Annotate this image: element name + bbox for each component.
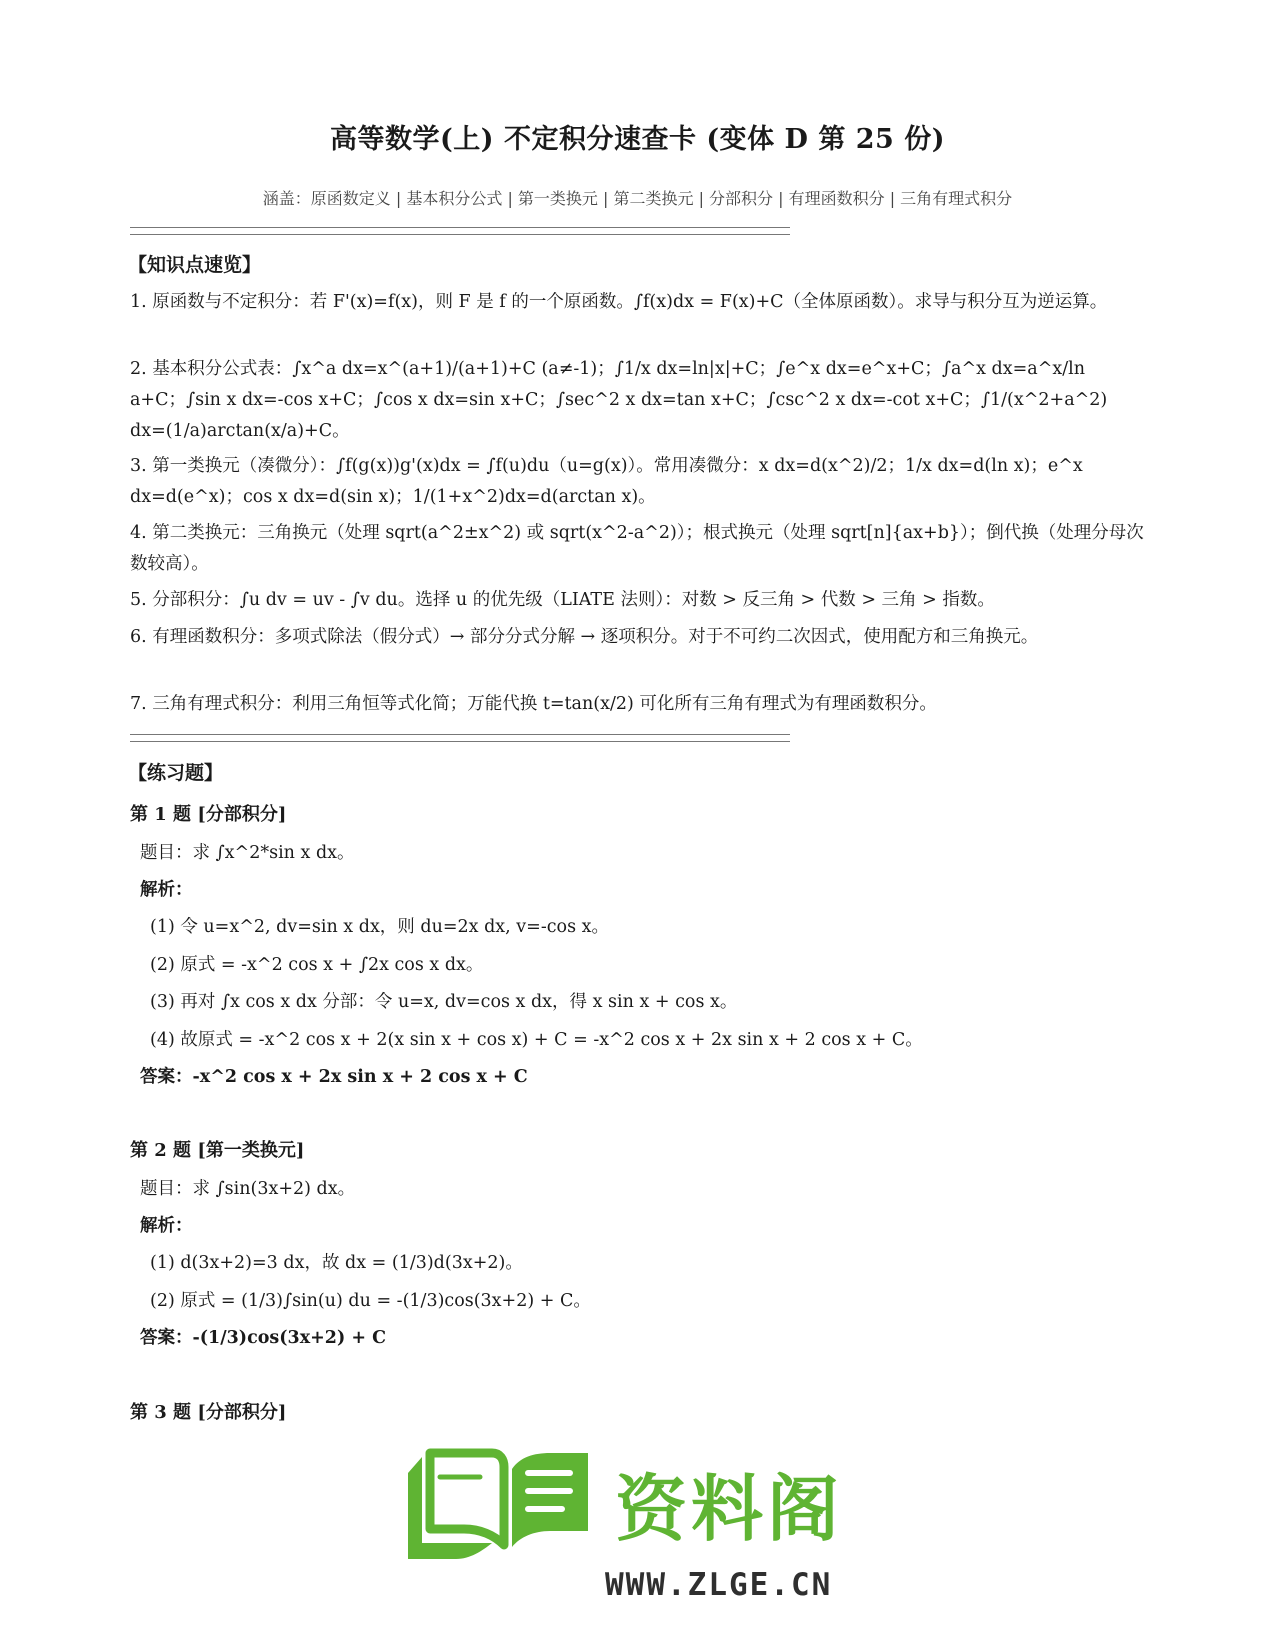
watermark-brand: 资料阁 (615, 1467, 844, 1551)
separator-rule (130, 227, 790, 235)
question-2-heading: 第 2 题 [第一类换元] (130, 1140, 305, 1161)
knowledge-item: 3. 第一类换元（凑微分）：∫f(g(x))g'(x)dx = ∫f(u)du（u=g(x)）。常用凑微分：x dx=d(x^2)/2；1/x dx=d(ln x)；e^x dx=d(e^x)；cos x dx=d(sin x)；1/(1+x^2)dx=d(arctan x)。 (130, 456, 1083, 507)
knowledge-item: 4. 第二类换元：三角换元（处理 sqrt(a^2±x^2) 或 sqrt(x^2-a^2)）；根式换元（处理 sqrt[n]{ax+b}）；倒代换（处理分母次数较高）。 (130, 523, 1144, 574)
watermark-url: WWW.ZLGE.CN (605, 1567, 833, 1603)
question-2-analysis-label: 解析： (140, 1216, 193, 1236)
knowledge-item: 1. 原函数与不定积分：若 F'(x)=f(x)，则 F 是 f 的一个原函数。∫f(x)dx = F(x)+C（全体原函数）。求导与积分互为逆运算。 (130, 292, 1108, 312)
separator-rule (130, 734, 790, 742)
knowledge-item: 2. 基本积分公式表：∫x^a dx=x^(a+1)/(a+1)+C (a≠-1)；∫1/x dx=ln|x|+C；∫e^x dx=e^x+C；∫a^x dx=a^x/ln a+C；∫sin x dx=-cos x+C；∫cos x dx=sin x+C；∫sec^2 x dx=tan x+C；∫csc^2 x dx=-cot x+C；∫1/(x^2+a^2) dx=(1/a)arctan(x/a)+C。 (130, 359, 1108, 441)
knowledge-item: 7. 三角有理式积分：利用三角恒等式化简；万能代换 t=tan(x/2) 可化所有三角有理式为有理函数积分。 (130, 694, 937, 714)
knowledge-item: 5. 分部积分：∫u dv = uv - ∫v du。选择 u 的优先级（LIATE 法则）：对数 > 反三角 > 代数 > 三角 > 指数。 (130, 590, 995, 610)
question-2-problem: 题目：求 ∫sin(3x+2) dx。 (140, 1179, 356, 1199)
question-1-heading: 第 1 题 [分部积分] (130, 804, 287, 825)
question-2-step: (2) 原式 = (1/3)∫sin(u) du = -(1/3)cos(3x+2) + C。 (150, 1291, 591, 1311)
question-2-step: (1) d(3x+2)=3 dx，故 dx = (1/3)d(3x+2)。 (150, 1253, 523, 1273)
watermark-logo (400, 1447, 870, 1637)
question-1-step: (2) 原式 = -x^2 cos x + ∫2x cos x dx。 (150, 955, 484, 975)
question-1-answer: 答案：-x^2 cos x + 2x sin x + 2 cos x + C (140, 1067, 528, 1087)
question-1-analysis-label: 解析： (140, 880, 193, 900)
page-title: 高等数学(上) 不定积分速查卡 (变体 D 第 25 份) (330, 124, 945, 155)
question-3-heading: 第 3 题 [分部积分] (130, 1402, 287, 1423)
book-icon (400, 1447, 600, 1567)
question-1-step: (1) 令 u=x^2, dv=sin x dx，则 du=2x dx, v=-cos x。 (150, 917, 609, 937)
question-1-problem: 题目：求 ∫x^2*sin x dx。 (140, 843, 355, 863)
question-2-answer: 答案：-(1/3)cos(3x+2) + C (140, 1328, 387, 1348)
question-1-step: (3) 再对 ∫x cos x dx 分部：令 u=x, dv=cos x dx，得 x sin x + cos x。 (150, 992, 738, 1012)
exercises-heading: 【练习题】 (128, 762, 224, 784)
page-subtitle: 涵盖：原函数定义 | 基本积分公式 | 第一类换元 | 第二类换元 | 分部积分 | 有理函数积分 | 三角有理式积分 (262, 189, 1013, 208)
question-1-step: (4) 故原式 = -x^2 cos x + 2(x sin x + cos x) + C = -x^2 cos x + 2x sin x + 2 cos x + C。 (150, 1030, 923, 1050)
knowledge-item: 6. 有理函数积分：多项式除法（假分式）→ 部分分式分解 → 逐项积分。对于不可约二次因式，使用配方和三角换元。 (130, 627, 1039, 647)
knowledge-heading: 【知识点速览】 (128, 254, 262, 276)
